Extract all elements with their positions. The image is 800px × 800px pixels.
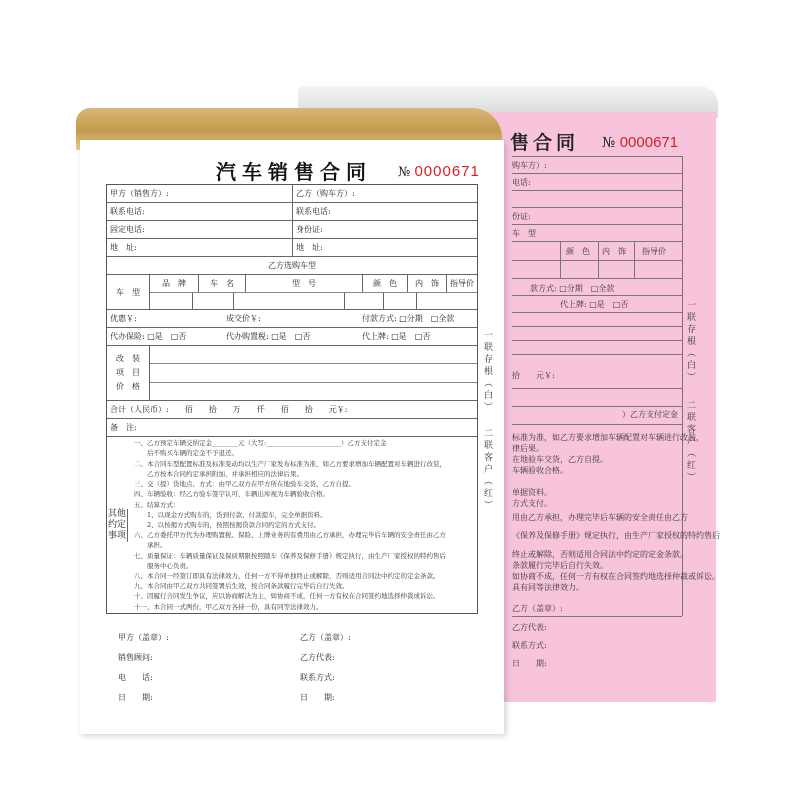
car-name-header: 车 名 bbox=[198, 275, 245, 292]
terms-line: 十、因履行合同发生争议，应以协商解决为主，如协商不成，任何一方有权在合同签约地选择仲裁或诉讼。 bbox=[134, 592, 440, 601]
pink-guide-price-label: 指导价 bbox=[642, 247, 666, 256]
party-b-field[interactable]: 乙方（购车方）: bbox=[292, 185, 477, 202]
contract-form bbox=[106, 184, 478, 614]
pink-deposit-label: ）乙方支付定金 bbox=[622, 410, 678, 419]
date-b-field[interactable]: 日 期: bbox=[300, 693, 335, 702]
terms-line: 九、本合同由甲乙双方共同签署后生效，按合同条款履行完毕后自行失效。 bbox=[134, 582, 349, 591]
pink-price-label: 拾 元￥: bbox=[512, 371, 555, 380]
b-rep-field[interactable]: 乙方代表: bbox=[300, 653, 335, 662]
pink-car-label: 车 型 bbox=[512, 229, 536, 238]
contact-phone-b-field[interactable]: 联系电话: bbox=[292, 203, 477, 220]
terms-line: 七、质量保证：车辆质量保证及保质期限按照随车《保养及保修手册》规定执行，由生产厂家授权的特约售后 bbox=[134, 551, 446, 560]
remarks-field[interactable]: 备 注: bbox=[110, 423, 137, 432]
model-section-heading: 乙方选购车型 bbox=[268, 261, 316, 270]
consultant-field[interactable]: 销售顾问: bbox=[118, 653, 153, 662]
pink-serial: № 0000671 bbox=[602, 134, 679, 151]
car-type-label: 车 型 bbox=[116, 287, 140, 297]
terms-line: 一、乙方预定车辆交纳定金________元（大写:_______________________）乙方支付定金 bbox=[134, 439, 387, 448]
pink-terms-line: 标准为准，如乙方要求增加车辆配置对车辆进行改装， bbox=[512, 433, 704, 442]
guide-price-header: 指导价 bbox=[446, 275, 477, 292]
total-amount-field[interactable]: 合计（人民币）: 佰 拾 万 仟 佰 拾 元￥: bbox=[110, 405, 348, 414]
side-label-stub: 一联存根（白） bbox=[482, 330, 492, 414]
terms-line: 三、交（提）货地点、方式：由甲乙双方在甲方所在地验车交货，乙方自提。 bbox=[134, 480, 355, 489]
model-header: 型 号 bbox=[245, 275, 362, 292]
terms-line: 五、结算方式： bbox=[134, 500, 180, 509]
pink-terms-line: 在地验车交货，乙方自提。 bbox=[512, 455, 608, 464]
terms-line: 二、本合同车型配置标准及标准变动均以生产厂家发布标准为准，如乙方要求增加车辆配置对车辆进行改装， bbox=[134, 459, 446, 468]
address-a-field[interactable]: 地 址: bbox=[110, 243, 137, 252]
pink-terms-line: 律后果。 bbox=[512, 444, 544, 453]
pink-payment-label: 款方式: □分期 □全款 bbox=[530, 284, 615, 293]
phone-field[interactable]: 电 话: bbox=[118, 673, 153, 682]
terms-line: 十一、本合同一式两份，甲乙双方各持一份，具有同等法律效力。 bbox=[134, 602, 323, 611]
insurance-checkbox[interactable]: 代办保险: □是 □否 bbox=[110, 332, 187, 341]
pink-terms-line: 终止或解除，否则适用合同法中约定的定金条款。 bbox=[512, 550, 688, 559]
terms-line: 六、乙方委托甲方代为办理购置税、保险、上牌业务的有费用由乙方承担，办理完毕后车辆的安全责任由乙方 bbox=[134, 531, 446, 540]
color-header: 颜 色 bbox=[362, 275, 407, 292]
terms-line: 2、以按揭方式购车的，按照按揭贷款合同约定的方式支付。 bbox=[134, 520, 321, 529]
pink-terms-line: 条款履行完毕后自行失效。 bbox=[512, 561, 608, 570]
pink-form-title: 售合同 bbox=[510, 132, 580, 154]
pink-plate-label: 代上牌: □是 □否 bbox=[560, 300, 629, 309]
modify-label-3: 价 格 bbox=[116, 382, 140, 391]
pink-id-label: 份证: bbox=[512, 212, 531, 221]
sign-b-field[interactable]: 乙方（盖章）: bbox=[300, 633, 351, 642]
pink-phone-label: 电话: bbox=[512, 178, 531, 187]
brand-header: 品 牌 bbox=[162, 278, 186, 288]
id-card-field[interactable]: 身份证: bbox=[292, 221, 477, 238]
pink-terms-line: 车辆验收合格。 bbox=[512, 466, 568, 475]
terms-line: 后不购买车辆的定金不予退还。 bbox=[134, 449, 238, 458]
pink-buyer-label: 购车方）: bbox=[512, 161, 547, 170]
fixed-phone-field[interactable]: 固定电话: bbox=[110, 225, 145, 234]
pink-interior-label: 内 饰 bbox=[602, 247, 626, 256]
terms-text bbox=[128, 434, 477, 615]
side-label-customer: 二联客户（红） bbox=[482, 428, 492, 512]
deal-price-field[interactable]: 成交价￥: bbox=[226, 314, 261, 323]
modify-label-1: 改 装 bbox=[116, 354, 140, 363]
purchase-tax-checkbox[interactable]: 代办购置税: □是 □否 bbox=[226, 332, 311, 341]
interior-header: 内 饰 bbox=[407, 275, 446, 292]
modify-label-2: 项 目 bbox=[116, 368, 140, 377]
form-title: 汽车销售合同 bbox=[216, 160, 372, 184]
terms-line: 服务中心负责。 bbox=[134, 561, 193, 570]
terms-line: 1、以现金方式购车的，货到付款、付款提车，完全单据资料。 bbox=[134, 510, 327, 519]
pink-side-label-1: 一联存根（白） bbox=[685, 300, 695, 384]
pink-color-label: 颜 色 bbox=[566, 247, 590, 256]
date-a-field[interactable]: 日 期: bbox=[118, 693, 153, 702]
pink-side-label-2: 二联客户（红） bbox=[685, 400, 695, 484]
payment-method-field[interactable]: 付款方式: □分期 □全款 bbox=[362, 314, 455, 323]
pink-terms-line: 用由乙方承担，办理完毕后车辆的安全责任由乙方 bbox=[512, 513, 688, 522]
party-a-field[interactable]: 甲方（销售方）: bbox=[110, 189, 169, 198]
serial-number: № 0000671 bbox=[398, 163, 480, 180]
address-b-field[interactable]: 地 址: bbox=[292, 239, 477, 256]
pink-b-rep: 乙方代表: bbox=[512, 623, 547, 632]
sign-a-field[interactable]: 甲方（盖章）: bbox=[118, 633, 169, 642]
pink-terms-line: 《保养及保修手册》规定执行，由生产厂家授权的特约售后 bbox=[512, 531, 720, 540]
contact-phone-a-field[interactable]: 联系电话: bbox=[110, 207, 145, 216]
plate-checkbox[interactable]: 代上牌: □是 □否 bbox=[362, 332, 431, 341]
terms-line: 八、本合同一经签订即具有法律效力，任何一方不得单独终止或解除，否则适用合同法中约定的定金条款。 bbox=[134, 571, 440, 580]
contact-method-field[interactable]: 联系方式: bbox=[300, 673, 335, 682]
pink-terms-line: 如协商不成，任何一方有权在合同签约地选择仲裁或诉讼。 bbox=[512, 572, 720, 581]
pink-date: 日 期: bbox=[512, 659, 547, 668]
pink-terms-line: 方式支付。 bbox=[512, 499, 552, 508]
pink-sign-b: 乙方（盖章）: bbox=[512, 604, 563, 613]
terms-line: 承担。 bbox=[134, 541, 167, 550]
terms-line: 乙方按本合同约定承担附加，并承担相应的法律后果。 bbox=[134, 469, 303, 478]
pink-terms-line: 单据资料。 bbox=[512, 488, 552, 497]
discount-field[interactable]: 优惠￥: bbox=[110, 314, 137, 323]
terms-label: 其他约定事项 bbox=[107, 508, 126, 541]
terms-line: 四、车辆验收：经乙方验车签字认可，车辆出库视为车辆验收合格。 bbox=[134, 490, 329, 499]
pink-terms-line: 具有同等法律效力。 bbox=[512, 583, 584, 592]
modification-lines[interactable] bbox=[150, 346, 477, 400]
pink-contact: 联系方式: bbox=[512, 641, 547, 650]
